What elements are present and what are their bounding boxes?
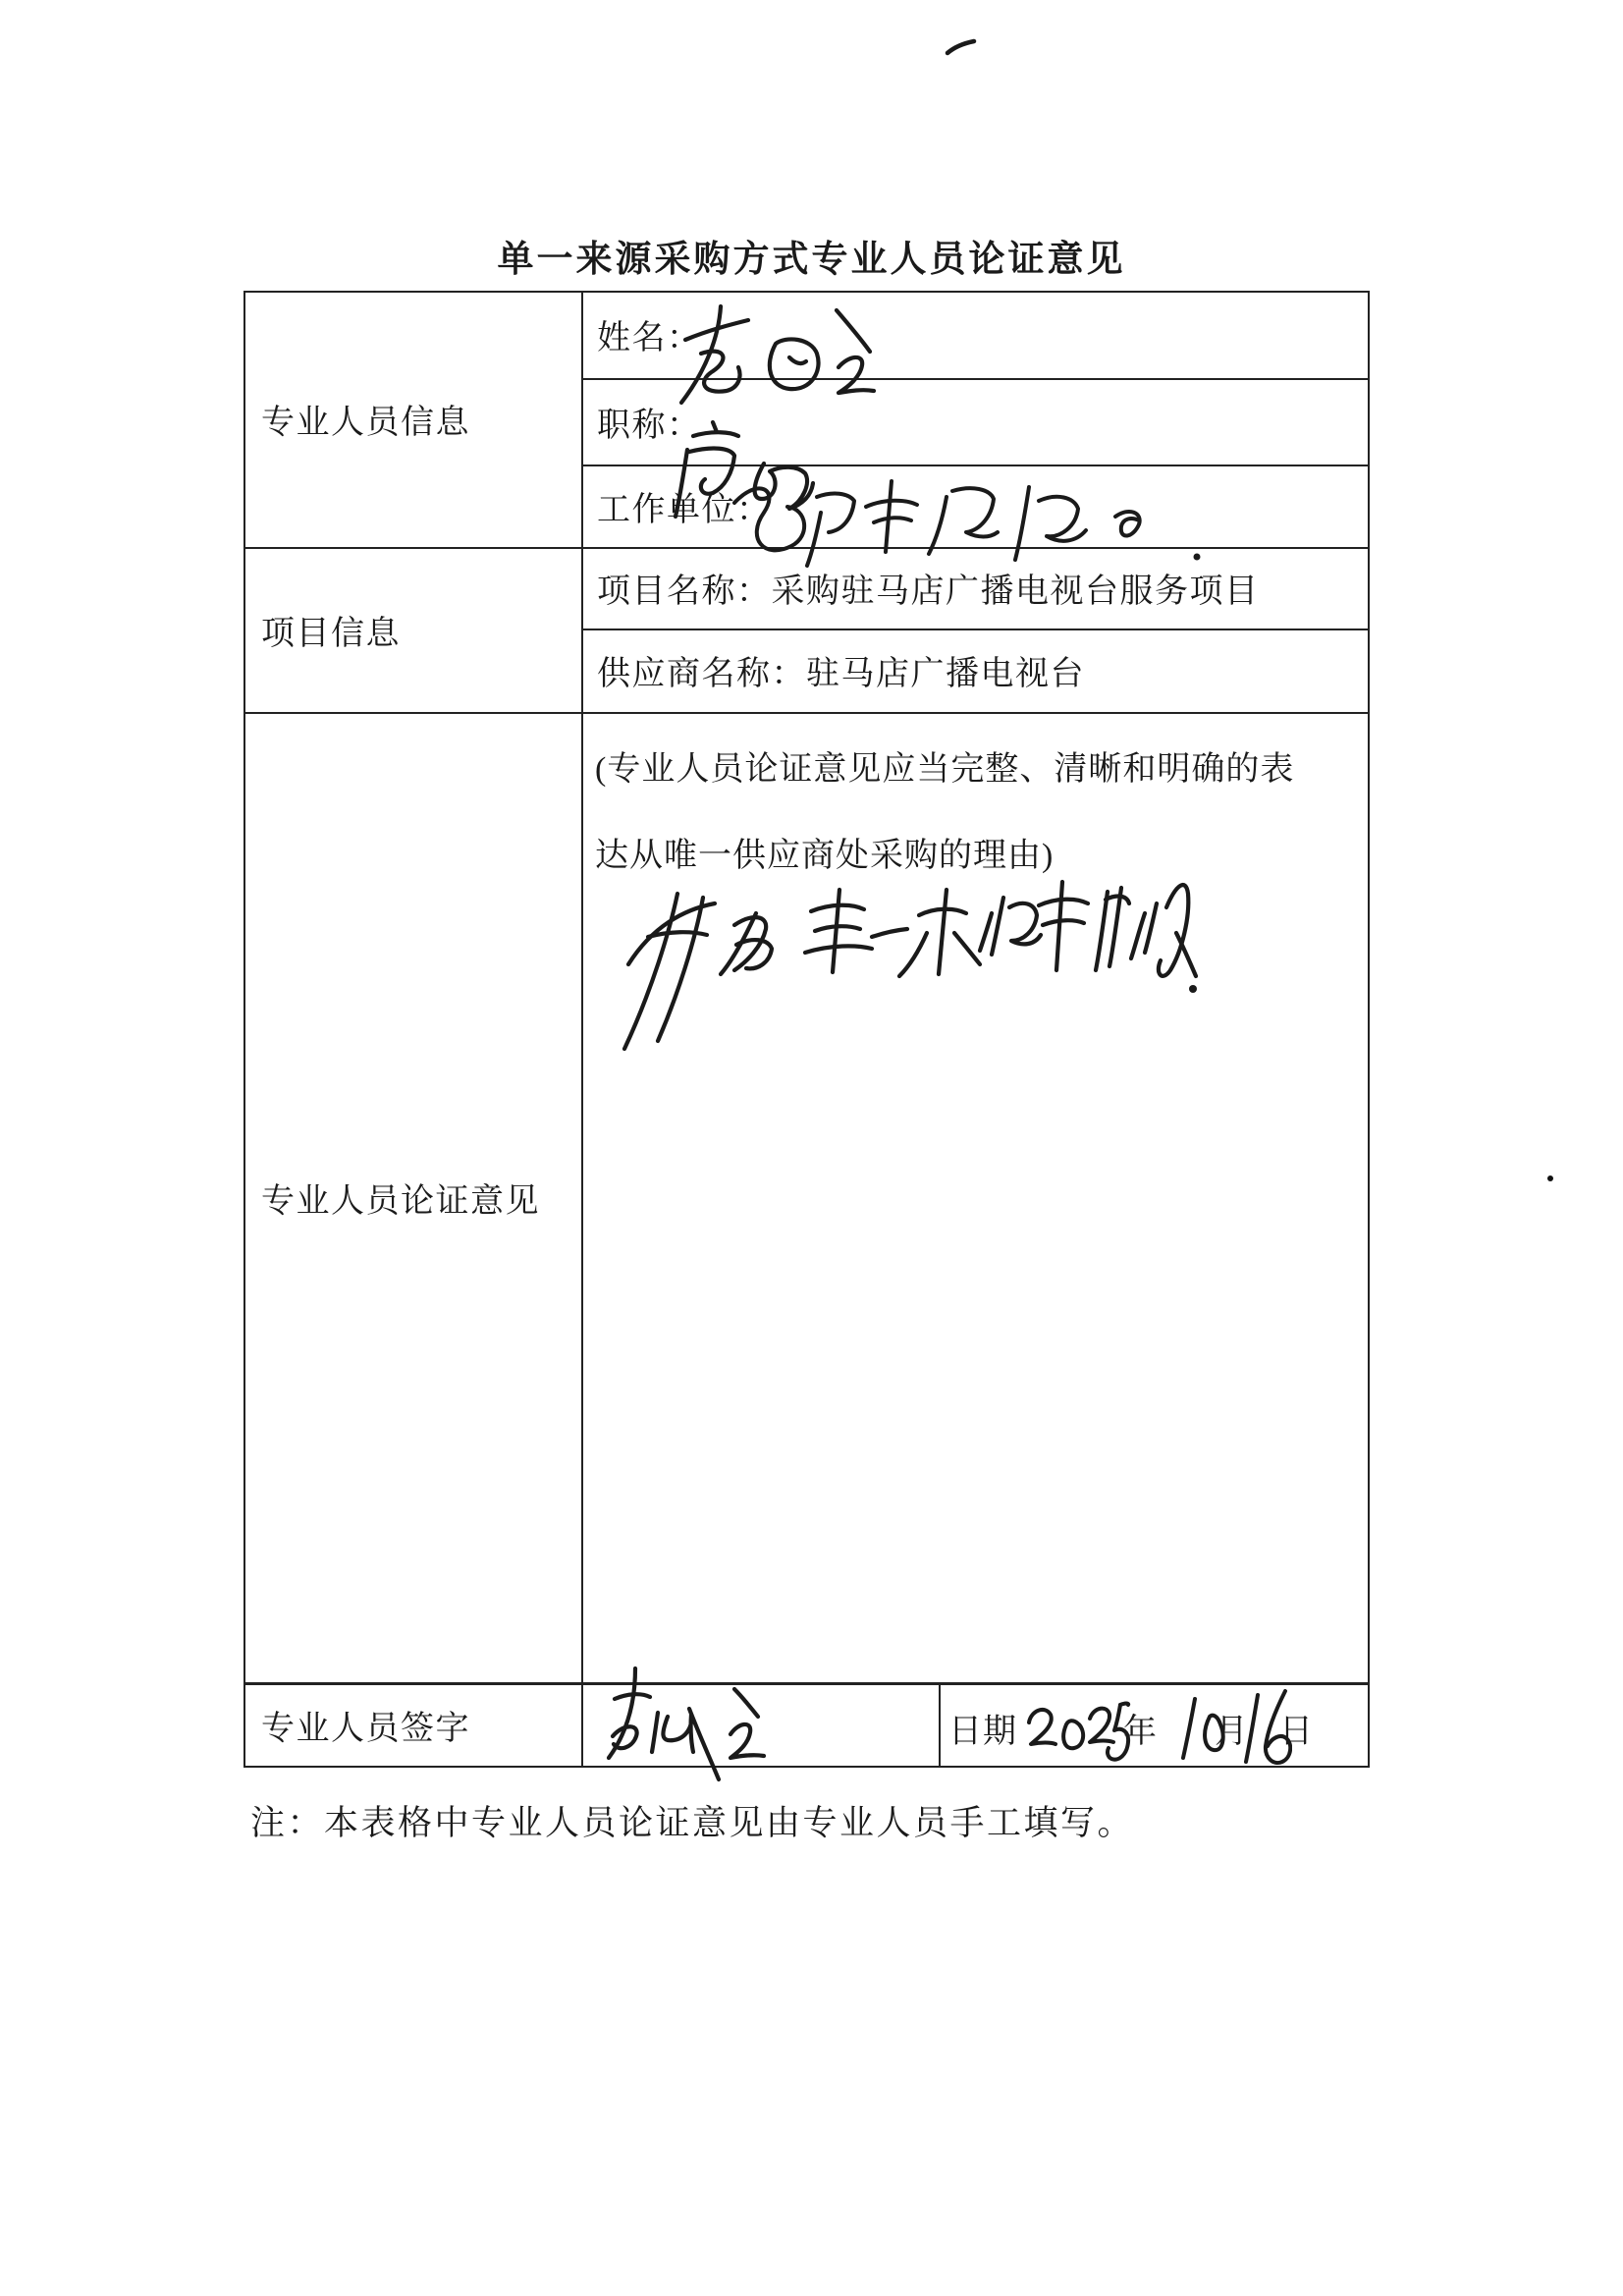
section-label-personnel: 专业人员信息 (261, 405, 470, 441)
workunit-field-label: 工作单位： (597, 491, 772, 528)
handwriting-workunit (719, 469, 1219, 592)
name-field-label: 姓名： (597, 320, 702, 356)
opinion-instruction-line2: 达从唯一供应商处采购的理由) (595, 838, 1055, 874)
opinion-cell (581, 712, 1370, 1682)
page-title: 单一来源采购方式专业人员论证意见 (497, 240, 1126, 280)
footnote: 注：本表格中专业人员论证意见由专业人员手工填写。 (250, 1804, 1135, 1842)
date-cell (939, 1682, 1370, 1768)
handwriting-year (1023, 1695, 1131, 1766)
handwriting-signature (601, 1666, 778, 1785)
handwriting-name (668, 302, 879, 410)
supplier-name-line: 供应商名称：驻马店广播电视台 (597, 656, 1085, 692)
year-unit-label: 年 (1123, 1714, 1158, 1750)
jobtitle-field-label: 职称： (597, 407, 702, 444)
stray-pen-mark (945, 37, 978, 57)
opinion-instruction-line1: (专业人员论证意见应当完整、清晰和明确的表 (595, 751, 1295, 788)
section-label-project: 项目信息 (261, 615, 401, 652)
section-label-signature: 专业人员签字 (261, 1711, 470, 1747)
handwriting-day (1243, 1685, 1292, 1768)
date-label: 日期 (948, 1714, 1017, 1750)
month-unit-label: 月 (1215, 1714, 1249, 1750)
project-name-line: 项目名称：采购驻马店广播电视台服务项目 (597, 574, 1260, 610)
handwriting-opinion (619, 874, 1208, 1066)
section-label-opinion: 专业人员论证意见 (261, 1182, 540, 1220)
day-unit-label: 日 (1279, 1714, 1314, 1750)
ink-dot (1547, 1175, 1553, 1181)
handwriting-month (1178, 1691, 1225, 1764)
